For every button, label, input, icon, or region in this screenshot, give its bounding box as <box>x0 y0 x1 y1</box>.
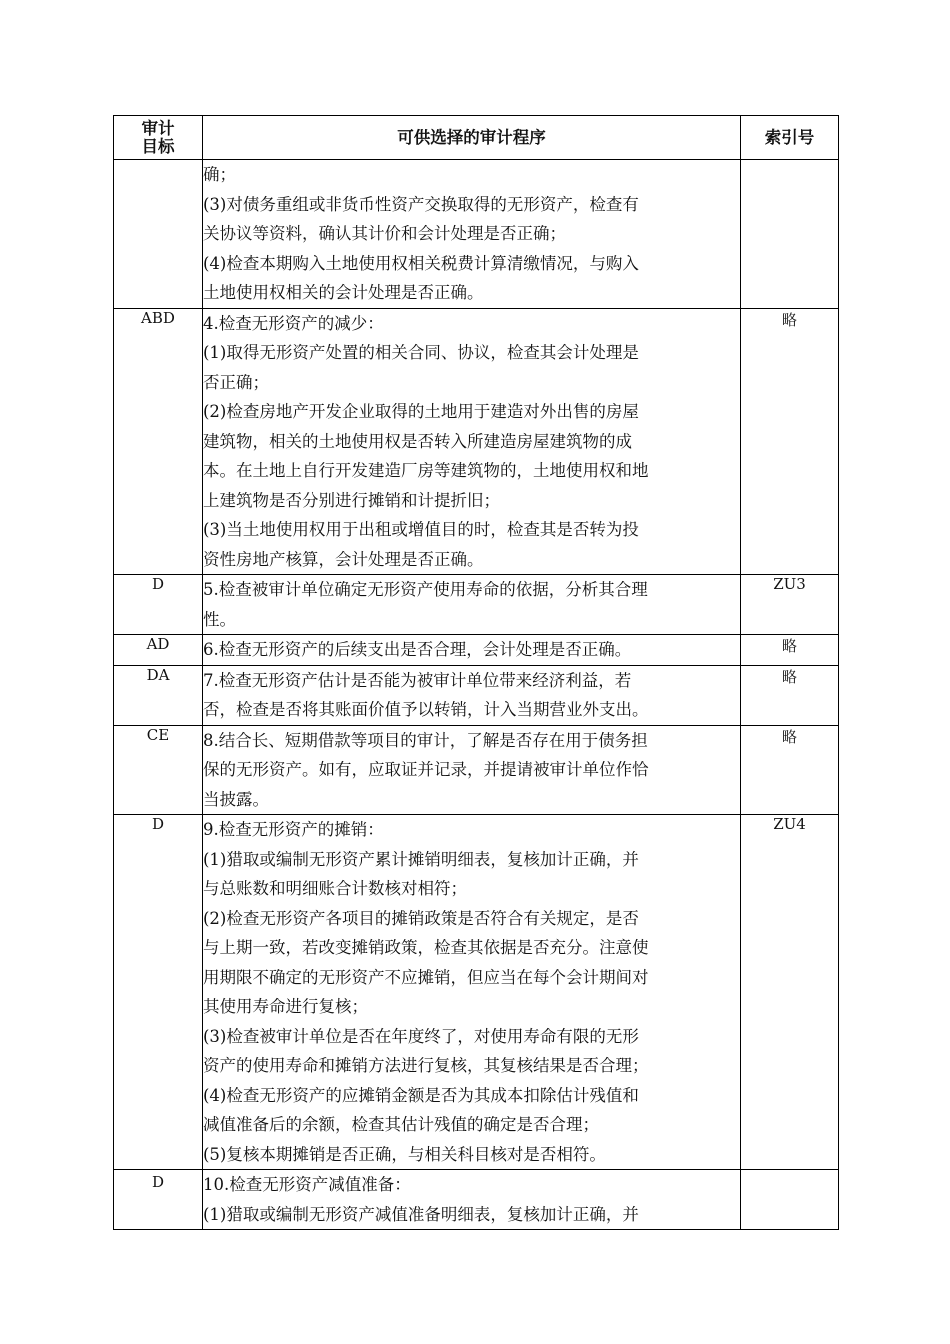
procedure-line: 上建筑物是否分别进行摊销和计提折旧； <box>203 490 500 510</box>
index-cell: 略 <box>741 665 839 725</box>
table-row <box>114 575 839 635</box>
procedure-line: 5.检查被审计单位确定无形资产使用寿命的依据，分析其合理 <box>203 580 648 599</box>
procedure-line: 10.检查无形资产减值准备： <box>203 1175 411 1194</box>
table-header-row <box>114 116 839 160</box>
objective-cell: CE <box>114 725 203 815</box>
objective-cell: D <box>114 815 203 1170</box>
procedure-cell <box>203 308 741 575</box>
procedure-cell <box>203 815 741 1170</box>
table-row <box>114 160 839 309</box>
objective-cell: D <box>114 575 203 635</box>
table-row <box>114 308 839 575</box>
procedure-line: 与上期一致，若改变摊销政策，检查其依据是否充分。注意使 <box>203 938 649 957</box>
table-row <box>114 1170 839 1230</box>
index-cell: 略 <box>741 635 839 666</box>
procedure-line: (3)检查被审计单位是否在年度终了，对使用寿命有限的无形 <box>203 1026 639 1046</box>
header-objective-line2: 目标 <box>141 136 175 156</box>
index-cell: 略 <box>741 725 839 815</box>
header-index: 索引号 <box>741 116 839 160</box>
index-cell <box>741 160 839 309</box>
procedure-line: (2)检查无形资产各项目的摊销政策是否符合有关规定，是否 <box>203 908 639 928</box>
procedure-line: (1)取得无形资产处置的相关合同、协议，检查其会计处理是 <box>203 343 639 362</box>
procedure-line: 7.检查无形资产估计是否能为被审计单位带来经济利益，若 <box>203 670 632 690</box>
procedure-cell <box>203 725 741 815</box>
index-cell: ZU3 <box>741 575 839 635</box>
procedure-line: 确； <box>203 165 236 184</box>
procedure-line: (1)猎取或编制无形资产累计摊销明细表，复核加计正确，并 <box>203 849 639 869</box>
procedure-line: 建筑物，相关的土地使用权是否转入所建造房屋建筑物的成 <box>203 431 632 451</box>
procedure-cell <box>203 1170 741 1230</box>
objective-cell: DA <box>114 665 203 725</box>
procedure-line: (5)复核本期摊销是否正确，与相关科目核对是否相符。 <box>203 1144 606 1164</box>
index-cell <box>741 1170 839 1230</box>
table-row <box>114 635 839 666</box>
objective-cell: D <box>114 1170 203 1230</box>
procedure-line: (3)当土地使用权用于出租或增值目的时，检查其是否转为投 <box>203 520 639 539</box>
index-cell: 略 <box>741 308 839 575</box>
procedure-line: 与总账数和明细账合计数核对相符； <box>203 879 467 898</box>
table-row <box>114 665 839 725</box>
procedure-line: 资产的使用寿命和摊销方法进行复核，其复核结果是否合理； <box>203 1056 649 1075</box>
procedure-line: 用期限不确定的无形资产不应摊销，但应当在每个会计期间对 <box>203 967 649 987</box>
objective-cell <box>114 160 203 309</box>
procedure-line: 其使用寿命进行复核； <box>203 997 368 1016</box>
procedure-line: 减值准备后的余额，检查其估计残值的确定是否合理； <box>203 1115 599 1134</box>
header-objective-line1: 审计 <box>141 118 175 138</box>
procedure-line: (3)对债务重组或非货币性资产交换取得的无形资产，检查有 <box>203 194 639 214</box>
audit-procedure-table <box>113 115 839 1230</box>
procedure-line: 6.检查无形资产的后续支出是否合理，会计处理是否正确。 <box>203 640 632 659</box>
procedure-line: 性。 <box>203 609 236 629</box>
procedure-line: 否，检查是否将其账面价值予以转销，计入当期营业外支出。 <box>203 700 649 719</box>
objective-cell: ABD <box>114 308 203 575</box>
objective-cell: AD <box>114 635 203 666</box>
procedure-line: 否正确； <box>203 372 269 392</box>
procedure-cell <box>203 160 741 309</box>
table-row <box>114 725 839 815</box>
procedure-line: (2)检查房地产开发企业取得的土地用于建造对外出售的房屋 <box>203 402 639 421</box>
procedure-line: 当披露。 <box>203 789 269 809</box>
header-procedure: 可供选择的审计程序 <box>203 116 741 160</box>
procedure-line: 4.检查无形资产的减少： <box>203 313 384 333</box>
procedure-line: 资性房地产核算，会计处理是否正确。 <box>203 549 484 569</box>
index-cell: ZU4 <box>741 815 839 1170</box>
procedure-cell <box>203 635 741 666</box>
procedure-cell <box>203 665 741 725</box>
table-row <box>114 815 839 1170</box>
procedure-line: (4)检查无形资产的应摊销金额是否为其成本扣除估计残值和 <box>203 1085 639 1105</box>
procedure-line: (1)猎取或编制无形资产减值准备明细表，复核加计正确，并 <box>203 1204 639 1224</box>
procedure-line: 关协议等资料，确认其计价和会计处理是否正确； <box>203 224 566 243</box>
procedure-line: 土地使用权相关的会计处理是否正确。 <box>203 283 484 302</box>
procedure-line: 保的无形资产。如有，应取证并记录，并提请被审计单位作恰 <box>203 760 649 779</box>
procedure-line: 8.结合长、短期借款等项目的审计，了解是否存在用于债务担 <box>203 730 648 750</box>
procedure-cell <box>203 575 741 635</box>
procedure-line: (4)检查本期购入土地使用权相关税费计算清缴情况，与购入 <box>203 253 639 273</box>
procedure-line: 本。在土地上自行开发建造厂房等建筑物的，土地使用权和地 <box>203 461 649 480</box>
procedure-line: 9.检查无形资产的摊销： <box>203 820 384 839</box>
header-audit-objective <box>114 116 203 160</box>
